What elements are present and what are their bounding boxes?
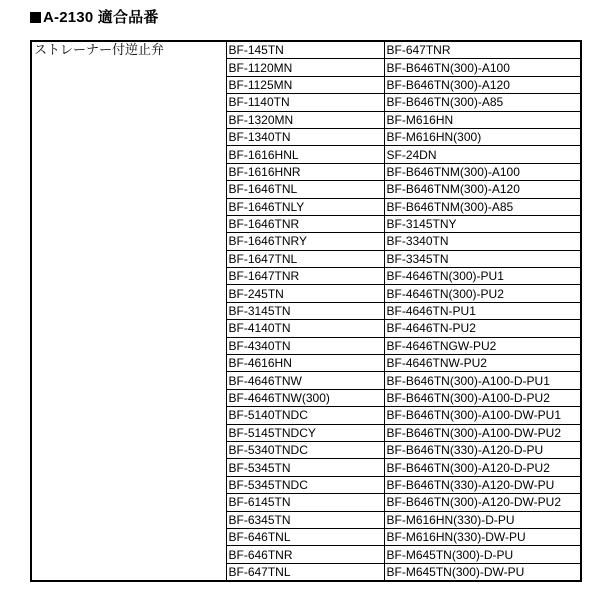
part-number-left: BF-4340TN: [226, 337, 384, 354]
part-number-right: BF-4646TN(300)-PU1: [384, 268, 581, 285]
category-cell: ストレーナー付逆止弁: [31, 41, 226, 581]
part-number-left: BF-1646TNR: [226, 215, 384, 232]
part-number-right: BF-3145TNY: [384, 215, 581, 232]
part-number-left: BF-3145TN: [226, 302, 384, 319]
part-number-left: BF-1120MN: [226, 59, 384, 76]
part-number-left: BF-1647TNL: [226, 250, 384, 267]
part-number-right: BF-M645TN(300)-D-PU: [384, 546, 581, 563]
part-number-right: BF-4646TNGW-PU2: [384, 337, 581, 354]
part-number-left: BF-1125MN: [226, 76, 384, 93]
part-number-left: BF-6145TN: [226, 494, 384, 511]
part-number-left: BF-1646TNRY: [226, 233, 384, 250]
part-number-left: BF-1616HNL: [226, 146, 384, 163]
part-number-right: BF-M645TN(300)-DW-PU: [384, 563, 581, 581]
part-number-right: BF-B646TN(300)-A120-D-PU2: [384, 459, 581, 476]
compatible-parts-table: [30, 40, 582, 582]
part-number-right: BF-4646TN(300)-PU2: [384, 285, 581, 302]
part-number-left: BF-646TNR: [226, 546, 384, 563]
part-number-right: BF-M616HN(330)-DW-PU: [384, 528, 581, 545]
part-number-left: BF-4646TNW: [226, 372, 384, 389]
part-number-right: SF-24DN: [384, 146, 581, 163]
part-number-right: BF-3345TN: [384, 250, 581, 267]
part-number-left: BF-1140TN: [226, 94, 384, 111]
part-number-right: BF-B646TNM(300)-A85: [384, 198, 581, 215]
part-number-right: BF-M616HN(330)-D-PU: [384, 511, 581, 528]
part-number-right: BF-B646TNM(300)-A120: [384, 181, 581, 198]
part-number-left: BF-6345TN: [226, 511, 384, 528]
part-number-right: BF-B646TN(330)-A120-D-PU: [384, 441, 581, 458]
part-number-right: BF-B646TN(330)-A120-DW-PU: [384, 476, 581, 493]
part-number-left: BF-5340TNDC: [226, 441, 384, 458]
page-title: [30, 6, 159, 27]
part-number-right: BF-B646TN(300)-A100-DW-PU2: [384, 424, 581, 441]
part-number-right: BF-B646TN(300)-A120: [384, 76, 581, 93]
black-square-icon: [30, 12, 41, 23]
part-number-left: BF-5345TNDC: [226, 476, 384, 493]
table-row: [31, 41, 581, 59]
part-number-right: BF-4646TNW-PU2: [384, 355, 581, 372]
part-number-left: BF-647TNL: [226, 563, 384, 581]
part-number-left: BF-4646TNW(300): [226, 389, 384, 406]
part-number-right: BF-M616HN: [384, 111, 581, 128]
part-number-right: BF-M616HN(300): [384, 128, 581, 145]
part-number-left: BF-1320MN: [226, 111, 384, 128]
title-text: A-2130 適合品番: [43, 9, 159, 26]
part-number-left: BF-1647TNR: [226, 268, 384, 285]
part-number-right: BF-B646TNM(300)-A100: [384, 163, 581, 180]
part-number-left: BF-245TN: [226, 285, 384, 302]
part-number-left: BF-1340TN: [226, 128, 384, 145]
part-number-right: BF-B646TN(300)-A100: [384, 59, 581, 76]
part-number-right: BF-647TNR: [384, 41, 581, 59]
part-number-right: BF-3340TN: [384, 233, 581, 250]
part-number-left: BF-1646TNLY: [226, 198, 384, 215]
part-number-left: BF-1616HNR: [226, 163, 384, 180]
part-number-right: BF-B646TN(300)-A100-D-PU2: [384, 389, 581, 406]
part-number-right: BF-B646TN(300)-A85: [384, 94, 581, 111]
part-number-left: BF-5140TNDC: [226, 407, 384, 424]
part-number-left: BF-5345TN: [226, 459, 384, 476]
part-number-left: BF-5145TNDCY: [226, 424, 384, 441]
part-number-left: BF-4140TN: [226, 320, 384, 337]
part-number-left: BF-1646TNL: [226, 181, 384, 198]
part-number-left: BF-4616HN: [226, 355, 384, 372]
part-number-right: BF-B646TN(300)-A100-D-PU1: [384, 372, 581, 389]
part-number-right: BF-B646TN(300)-A120-DW-PU2: [384, 494, 581, 511]
part-number-right: BF-B646TN(300)-A100-DW-PU1: [384, 407, 581, 424]
part-number-left: BF-145TN: [226, 41, 384, 59]
part-number-left: BF-646TNL: [226, 528, 384, 545]
part-number-right: BF-4646TN-PU2: [384, 320, 581, 337]
part-number-right: BF-4646TN-PU1: [384, 302, 581, 319]
